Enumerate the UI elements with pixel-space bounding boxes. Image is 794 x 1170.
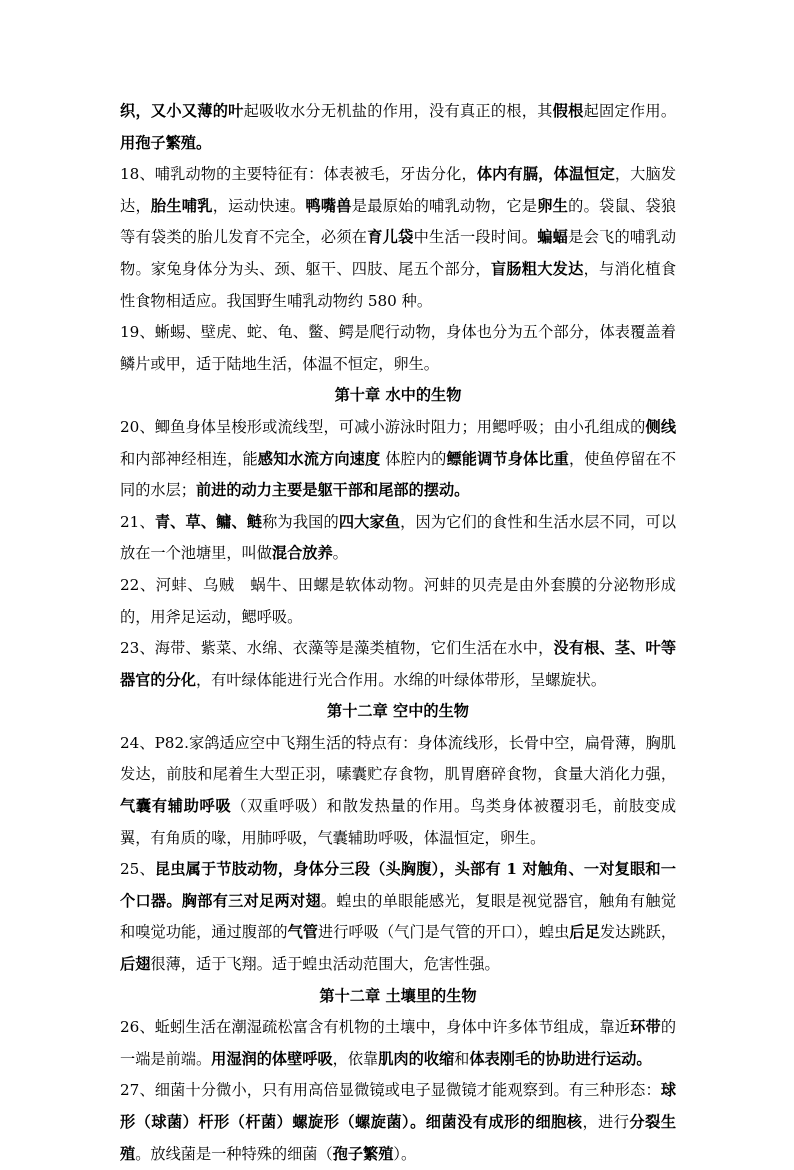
para-20 xyxy=(120,412,676,507)
text-run: 的一端是前端。 xyxy=(120,1018,677,1068)
bold-text-run: 感知水流方向速度 xyxy=(257,449,381,468)
text-run: ，使鱼停留在不同的水层； xyxy=(120,449,677,500)
text-run: 和内部神经相连，能 xyxy=(120,449,258,468)
chapter-air-heading: 第十二章 空中的生物 xyxy=(327,702,469,721)
text-run: 发达跳跃， xyxy=(599,923,677,942)
bold-text-run: 四大家鱼 xyxy=(338,512,401,531)
bold-text-run: 青、草、鳙、鲢 xyxy=(154,512,263,531)
bold-text-run: 胎生哺乳 xyxy=(150,196,213,215)
text-run: 起吸收水分无机盐的作用，没有真正的根，其 xyxy=(243,102,553,120)
bold-text-run: 鳔能调节身体比重 xyxy=(446,449,569,468)
text-run: 20、鲫鱼身体呈梭形或流线型，可减小游泳时阻力；用鳃呼吸；由小孔组成的 xyxy=(120,417,646,436)
text-run: ，与消化植食性食物相适应。我国野生哺乳动物约 580 种。 xyxy=(120,259,677,310)
para-19 xyxy=(120,317,676,380)
bold-text-run: 分裂生殖 xyxy=(120,1113,677,1163)
bold-text-run: 后翅 xyxy=(120,955,151,974)
text-run: 。 xyxy=(332,544,348,563)
text-run: 27、细菌十分微小，只有用高倍显微镜或电子显微镜才能观察到。有三种形态： xyxy=(120,1081,661,1100)
para-21 xyxy=(120,507,676,570)
text-run: 很薄，适于飞翔。适于蝗虫活动范围大，危害性强。 xyxy=(150,955,500,974)
text-run: 和 xyxy=(454,1049,470,1068)
bold-text-run: 盲肠粗大发达 xyxy=(490,259,584,278)
text-run: ，因为它们的食性和生活水层不同，可以放在一个池塘里，叫做 xyxy=(120,512,677,563)
text-run: 进行呼吸（气门是气管的开口），蝗虫 xyxy=(318,923,570,942)
text-run: 23、海带、紫菜、水绵、衣藻等是藻类植物，它们生活在水中， xyxy=(120,639,554,658)
para-25 xyxy=(120,854,676,980)
bold-text-run: 用孢子繁殖。 xyxy=(120,133,212,152)
chapter-10-heading: 第十章 水中的生物 xyxy=(334,386,462,405)
bold-text-run: 肌肉的收缩 xyxy=(378,1049,455,1068)
bold-text-run: 体内有膈，体温恒定 xyxy=(476,165,615,184)
bold-text-run: 卵生 xyxy=(537,196,569,215)
text-run: 24、P82.家鸽适应空中飞翔生活的特点有：身体流线形，长骨中空，扁骨薄，胸肌发达，前肢和尾着生大型正羽，嗉囊贮存食物，肌胃磨碎食物，食量大消化力强， xyxy=(120,733,676,784)
text-run: ，大脑发达， xyxy=(120,165,677,215)
bold-text-run: 环带 xyxy=(630,1018,661,1037)
text-run: 。蝗虫的单眼能感光，复眼是视觉器官，触角有触觉和嗅觉功能，通过腹部的 xyxy=(120,891,677,942)
para-18 xyxy=(120,159,676,317)
bold-text-run: 气囊有辅助呼吸 xyxy=(120,797,232,816)
bold-text-run: 蝙蝠 xyxy=(537,228,569,247)
bold-text-run: 没有根、茎、叶等器官的分化 xyxy=(120,639,677,689)
text-run: ，进行 xyxy=(582,1113,630,1131)
text-run: ，依靠 xyxy=(332,1049,379,1068)
bold-text-run: 孢子繁殖 xyxy=(332,1144,394,1163)
text-run: 是最原始的哺乳动物，它是 xyxy=(351,196,538,215)
text-run: ，运动快速。 xyxy=(212,196,306,215)
text-run: 22、河蚌、乌贼 蜗牛、田螺是软体动物。河蚌的贝壳是由外套膜的分泌物形成的，用斧足运动，鳃呼吸。 xyxy=(120,575,676,626)
text-run: 的。袋鼠、袋狼等有袋类的胎儿发育不完全，必须在 xyxy=(120,196,677,247)
text-run: 25、 xyxy=(120,860,155,879)
bold-text-run: 侧线 xyxy=(645,417,677,436)
chapter-soil-heading: 第十二章 土壤里的生物 xyxy=(319,986,477,1005)
bold-text-run: 假根 xyxy=(552,102,584,120)
bold-text-run: 体表刚毛的协助进行运动。 xyxy=(469,1049,652,1068)
text-run: ，有叶绿体能进行光合作用。水绵的叶绿体带形，呈螺旋状。 xyxy=(195,670,606,689)
para-22 xyxy=(120,570,676,633)
bold-text-run: 织，又小又薄的叶 xyxy=(120,102,244,120)
document-page xyxy=(120,96,676,1170)
bold-text-run: 前进的动力主要是躯干部和尾部的摆动。 xyxy=(195,481,470,500)
para-24 xyxy=(120,728,676,854)
text-run: （双重呼吸）和散发热量的作用。鸟类身体被覆羽毛，前肢变成翼，有角质的喙，用肺呼吸，气囊辅助呼吸，体温恒定，卵生。 xyxy=(120,797,676,847)
text-run: 21、 xyxy=(120,512,155,531)
text-run: 19、蜥蜴、壁虎、蛇、龟、鳖、鳄是爬行动物，身体也分为五个部分，体表覆盖着鳞片或甲，适于陆地生活，体温不恒定，卵生。 xyxy=(120,323,676,373)
bold-text-run: 气管 xyxy=(287,923,319,942)
para-26 xyxy=(120,1012,676,1075)
bold-text-run: 用湿润的体壁呼吸 xyxy=(211,1049,333,1068)
bold-text-run: 育儿袋 xyxy=(367,228,414,247)
bold-text-run: 鸭嘴兽 xyxy=(305,196,352,215)
bold-text-run: 混合放养 xyxy=(271,544,333,563)
text-run: ）。 xyxy=(393,1144,417,1163)
para-continued xyxy=(120,96,676,159)
text-run: 起固定作用。 xyxy=(583,102,677,120)
text-run: 中生活一段时间。 xyxy=(413,228,538,247)
bold-text-run: 后足 xyxy=(569,923,600,942)
bold-text-run: 昆虫属于节肢动物，身体分三段（头胸腹），头部有 1 对触角、一对复眼和一个口器。胸部有三对足两对翅 xyxy=(120,860,676,910)
text-run: 是会飞的哺乳动物。家兔身体分为头、颈、躯干、四肢、尾五个部分， xyxy=(120,228,677,278)
text-run: 26、蚯蚓生活在潮湿疏松富含有机物的土壤中，身体中许多体节组成，靠近 xyxy=(120,1018,631,1037)
text-run: 体腔内的 xyxy=(380,449,447,468)
text-run: 称为我国的 xyxy=(262,512,339,531)
para-23 xyxy=(120,633,676,696)
text-run: 。放线菌是一种特殊的细菌（ xyxy=(135,1144,333,1163)
text-run: 18、哺乳动物的主要特征有：体表被毛，牙齿分化， xyxy=(120,165,477,184)
bold-text-run: 球形（球菌）杆形（杆菌）螺旋形（螺旋菌）。细菌没有成形的细胞核 xyxy=(120,1081,676,1131)
